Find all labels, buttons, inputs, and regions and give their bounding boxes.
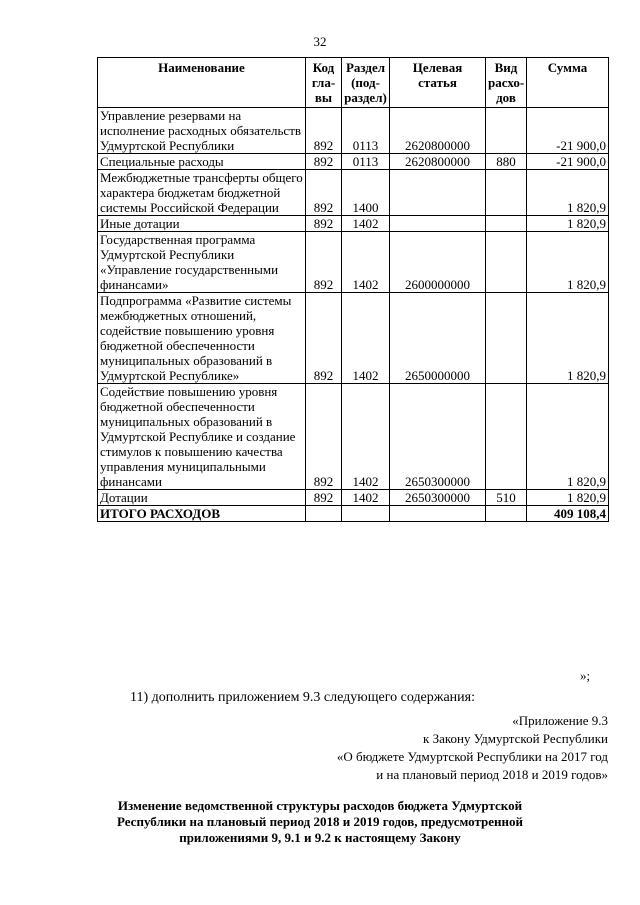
row-section: 1400 xyxy=(342,170,390,216)
row-name: Межбюджетные трансферты общего характера бюджетам бюджетной системы Российской Федерации xyxy=(98,170,306,216)
row-target: 2650300000 xyxy=(390,384,486,490)
row-target xyxy=(390,170,486,216)
table-row xyxy=(98,232,609,293)
appendix-header-line: «О бюджете Удмуртской Республики на 2017 год xyxy=(336,749,608,764)
header-kind: Вид расхо- дов xyxy=(486,58,527,108)
row-name: Подпрограмма «Развитие системы межбюджетных отношений, содействие повышению уровня бюджетной обеспеченности муниципальных образований в Удмуртской Республике» xyxy=(98,293,306,384)
row-code: 892 xyxy=(306,108,342,154)
row-name: Содействие повышению уровня бюджетной обеспеченности муниципальных образований в Удмуртской Республике и создание стимулов к повышению качества управления муниципальными финансами xyxy=(98,384,306,490)
page-number: 32 xyxy=(313,34,327,49)
row-sum: 1 820,9 xyxy=(527,232,609,293)
row-section: 1402 xyxy=(342,490,390,506)
row-code: 892 xyxy=(306,384,342,490)
row-name: Государственная программа Удмуртской Республики «Управление государственными финансами» xyxy=(98,232,306,293)
row-section: 1402 xyxy=(342,216,390,232)
appendix-header-line: и на плановый период 2018 и 2019 годов» xyxy=(376,767,608,782)
instruction-text: 11) дополнить приложением 9.3 следующего содержания: xyxy=(130,690,475,705)
header-section: Раздел (под- раздел) xyxy=(342,58,390,108)
table-row xyxy=(98,490,609,506)
appendix-header xyxy=(337,712,608,784)
appendix-title: Изменение ведомственной структуры расходов бюджета Удмуртской Республики на плановый период 2018 и 2019 годов, предусмотренной приложениями 9, 9.1 и 9.2 к настоящему Закону xyxy=(116,798,524,845)
row-name: Управление резервами на исполнение расходных обязательств Удмуртской Республики xyxy=(98,108,306,154)
row-code: 892 xyxy=(306,154,342,170)
row-target: 2620800000 xyxy=(390,108,486,154)
row-section: 1402 xyxy=(342,384,390,490)
row-code: 892 xyxy=(306,216,342,232)
row-code: 892 xyxy=(306,232,342,293)
row-sum: 1 820,9 xyxy=(527,293,609,384)
row-target: 2650000000 xyxy=(390,293,486,384)
row-code: 892 xyxy=(306,293,342,384)
row-target: 2650300000 xyxy=(390,490,486,506)
budget-table xyxy=(97,57,609,522)
row-kind: 510 xyxy=(486,490,527,506)
row-code: 892 xyxy=(306,170,342,216)
row-kind xyxy=(486,216,527,232)
closing-quote: »; xyxy=(580,668,591,683)
table-row xyxy=(98,170,609,216)
row-kind xyxy=(486,108,527,154)
total-sum: 409 108,4 xyxy=(527,506,609,522)
header-target: Целевая статья xyxy=(390,58,486,108)
row-kind: 880 xyxy=(486,154,527,170)
row-kind xyxy=(486,170,527,216)
row-section: 0113 xyxy=(342,154,390,170)
appendix-header-line: «Приложение 9.3 xyxy=(512,713,608,728)
row-section: 0113 xyxy=(342,108,390,154)
table-row xyxy=(98,293,609,384)
row-sum: 1 820,9 xyxy=(527,384,609,490)
table-row xyxy=(98,108,609,154)
row-name: Специальные расходы xyxy=(98,154,306,170)
row-name: Иные дотации xyxy=(98,216,306,232)
total-label: ИТОГО РАСХОДОВ xyxy=(98,506,306,522)
row-code: 892 xyxy=(306,490,342,506)
row-kind xyxy=(486,232,527,293)
row-sum: 1 820,9 xyxy=(527,216,609,232)
row-target: 2600000000 xyxy=(390,232,486,293)
header-sum: Сумма xyxy=(527,58,609,108)
row-sum: -21 900,0 xyxy=(527,108,609,154)
header-name: Наименование xyxy=(98,58,306,108)
table-row xyxy=(98,216,609,232)
table-row xyxy=(98,384,609,490)
row-section: 1402 xyxy=(342,293,390,384)
row-kind xyxy=(486,293,527,384)
table-row xyxy=(98,154,609,170)
row-name: Дотации xyxy=(98,490,306,506)
row-sum: 1 820,9 xyxy=(527,170,609,216)
row-sum: 1 820,9 xyxy=(527,490,609,506)
row-target xyxy=(390,216,486,232)
appendix-header-line: к Закону Удмуртской Республики xyxy=(423,731,608,746)
table-header-row xyxy=(98,58,609,108)
total-row xyxy=(98,506,609,522)
row-target: 2620800000 xyxy=(390,154,486,170)
row-sum: -21 900,0 xyxy=(527,154,609,170)
row-kind xyxy=(486,384,527,490)
header-code: Код гла- вы xyxy=(306,58,342,108)
row-section: 1402 xyxy=(342,232,390,293)
